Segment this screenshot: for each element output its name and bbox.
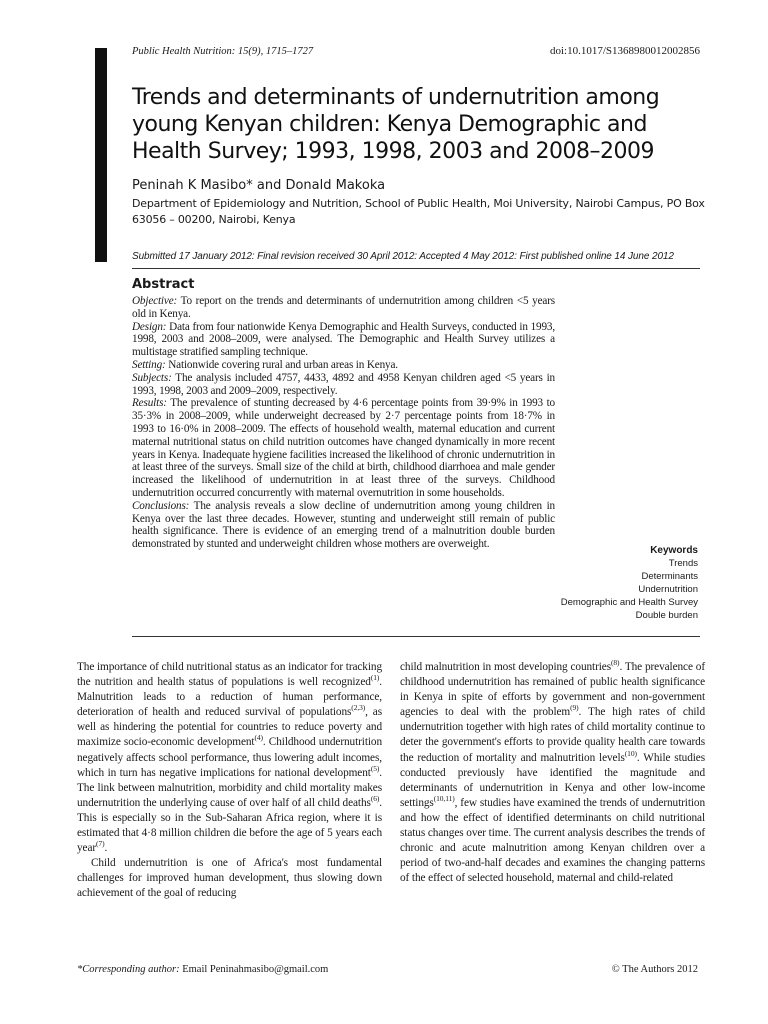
abstract-results: Results: The prevalence of stunting decreased by 4·6 percentage points from 39·9% in 1993 to 35·3% in 2008–2009, while underweight decreased by 2·7 percentage points from 18·7% in 1993 to 16·0% in 2008–2009. The effects of household wealth, maternal education and current maternal nutritional status on child nutrition outcomes have changed dynamically in more recent years in Kenya. Inadequate hygiene facilities increased the likelihood of chronic undernutrition in at least three of the surveys. Small size of the child at birth, childhood diarrhoea and male gender increased the likelihood of undernutrition in at least three of the surveys. Childhood undernutrition occurred concurrently with maternal overnutrition in some households. xyxy=(132,397,555,499)
author-list: Peninah K Masibo* and Donald Makoka xyxy=(132,178,386,193)
body-paragraph: Child undernutrition is one of Africa's most fundamental challenges for improved human development, thus slowing down achievement of the goal of reducing xyxy=(77,857,382,900)
citation-ref[interactable]: (4) xyxy=(254,733,263,743)
corresponding-author-footnote: *Corresponding author: Email Peninahmasibo@gmail.com xyxy=(77,964,329,975)
abstract-heading: Abstract xyxy=(132,277,195,292)
keyword-item: Undernutrition xyxy=(638,584,698,595)
author-affiliation: Department of Epidemiology and Nutrition, School of Public Health, Moi University, Nairobi Campus, PO Box 63056 – 00200, Nairobi, Kenya xyxy=(132,197,705,226)
body-column-right xyxy=(400,660,705,886)
citation-ref[interactable]: (6) xyxy=(370,794,380,804)
citation-ref[interactable]: (7) xyxy=(96,839,105,849)
citation-ref[interactable]: (10,11) xyxy=(433,794,455,804)
author-email[interactable]: Email Peninahmasibo@gmail.com xyxy=(179,964,329,975)
abstract-conclusions: Conclusions: The analysis reveals a slow decline of undernutrition among young children in Kenya over the last three decades. However, stunting and underweight still remain of public health significance. There is evidence of an emerging trend of a malnutrition double burden demonstrated by stunted and underweight children whose mothers are overweight. xyxy=(132,499,555,551)
abstract-design: Design: Data from four nationwide Kenya Demographic and Health Surveys, conducted in 1993, 1998, 2003 and 2008–2009, were analysed. The Demographic and Health Survey utilizes a multistage stratified sampling technique. xyxy=(132,320,555,359)
abstract-body xyxy=(132,295,555,551)
abstract-objective: Objective: To report on the trends and determinants of undernutrition among children <5 years old in Kenya. xyxy=(132,295,555,320)
journal-margin-bar xyxy=(95,48,107,262)
keywords-heading: Keywords xyxy=(650,545,698,556)
body-column-left xyxy=(77,660,382,902)
submission-dates: Submitted 17 January 2012: Final revision received 30 April 2012: Accepted 4 May 2012: First published online 14 June 2012 xyxy=(132,251,674,262)
abstract-setting: Setting: Nationwide covering rural and urban areas in Kenya. xyxy=(132,358,398,371)
divider-rule xyxy=(132,636,700,637)
journal-citation: Public Health Nutrition: 15(9), 1715–1727 xyxy=(132,46,314,57)
citation-ref[interactable]: (9) xyxy=(570,703,579,713)
keyword-item: Demographic and Health Survey xyxy=(560,597,698,608)
abstract-subjects: Subjects: The analysis included 4757, 4433, 4892 and 4958 Kenyan children aged <5 years in 1993, 1998, 2003 and 2009–2009, respectively. xyxy=(132,371,555,397)
citation-ref[interactable]: (2,3) xyxy=(351,703,366,713)
article-title: Trends and determinants of undernutrition among young Kenyan children: Kenya Demographic and Health Survey; 1993, 1998, 2003 and 2008–2009 xyxy=(132,85,660,164)
citation-ref[interactable]: (8) xyxy=(610,658,620,668)
copyright-notice: © The Authors 2012 xyxy=(611,964,698,975)
citation-ref[interactable]: (10) xyxy=(624,748,637,758)
divider-rule xyxy=(132,268,700,269)
keywords-block xyxy=(561,544,698,622)
body-paragraph: child malnutrition in most developing countries$^{(8)}$. The prevalence of childhood undernutrition has remained of public health significance in Kenya in spite of efforts by government and non-government agencies to deal with the problem$^{(9)}$. The high rates of child undernutrition together with high rates of child mortality continue to deter the government's efforts to provide quality health care towards the reduction of mortality and malnutrition levels$^{(10)}$. While studies conducted previously have identified the magnitude and determinants of undernutrition in Kenya and other low-income settings$^{(10,11)}$, few studies have examined the trends of undernutrition and how the effect of identified determinants on child nutritional status changes over time. The current analysis describes the trends of chronic and acute malnutrition among Kenyan children over a period of two-and-half decades and examines the changing patterns of the effect of selected household, maternal and child-related xyxy=(400,658,705,885)
keyword-item: Determinants xyxy=(641,571,698,582)
citation-ref[interactable]: (1) xyxy=(370,673,380,683)
body-paragraph: The importance of child nutritional status as an indicator for tracking the nutrition and health status of populations is well recognized$^{(1)}$. Malnutrition leads to a reduction of human performance, deterioration of health and reduced survival of populations$^{(2,3)}$, as well as hindering the potential for countries to reduce poverty and maximize socio-economic development$^{(4)}$. Childhood undernutrition negatively affects school performance, thus lowering adult incomes, which in turn has negative implications for national development$^{(5)}$. The link between malnutrition, morbidity and child mortality makes undernutrition the underlying cause of over half of all child deaths$^{(6)}$. This is especially so in the Sub-Saharan Africa region, where it is estimated that 4·8 million children die before the age of 5 years each year$^{(7)}$. xyxy=(77,661,382,855)
keyword-item: Double burden xyxy=(635,610,698,621)
keyword-item: Trends xyxy=(668,558,698,569)
citation-ref[interactable]: (5) xyxy=(370,763,380,773)
doi-link[interactable]: doi:10.1017/S1368980012002856 xyxy=(549,45,700,57)
